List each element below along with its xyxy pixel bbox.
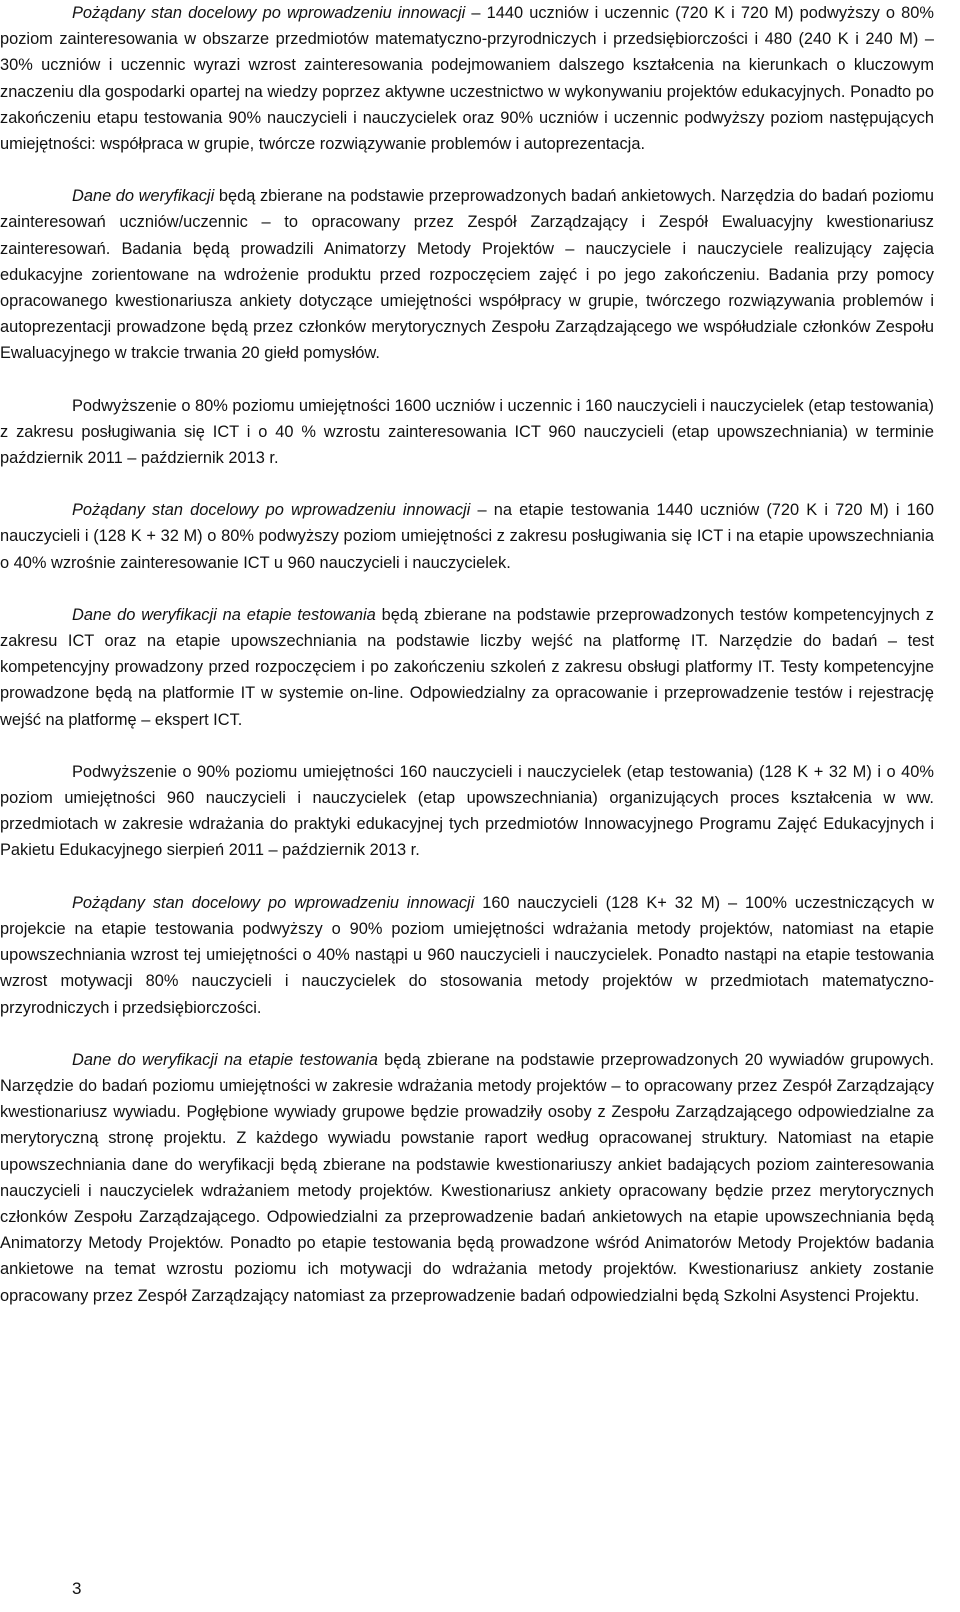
paragraph-text: Podwyższenie o 90% poziomu umiejętności 160 nauczycieli i nauczycielek (etap testowania) (128 K + 32 M) i o 40% poziom umiejętności 960 nauczycieli i nauczycielek (etap upowszechniania) organizujących proces kształcenia w ww. przedmiotach w zakresie wdrażania do praktyki edukacyjnej tych przedmiotów Innowacyjnego Programu Zajęć Edukacyjnych i Pakietu Edukacyjnego sierpień 2011 – październik 2013 r. xyxy=(0,762,934,860)
paragraph-text: będą zbierane na podstawie przeprowadzonych testów kompetencyjnych z zakresu ICT oraz na etapie upowszechniania na podstawie liczby wejść na platformę IT. Narzędzie do badań – test kompetencyjny prowadzony przed rozpoczęciem i po zakończeniu szkoleń z zakresu obsługi platformy IT. Testy kompetencyjne prowadzone będą na platformie IT w systemie on-line. Odpowiedzialny za opracowanie i przeprowadzenie testów i rejestrację wejść na platformę – ekspert ICT. xyxy=(0,605,934,729)
paragraph-lead: Pożądany stan docelowy po wprowadzeniu innowacji xyxy=(72,4,466,22)
paragraph-text: – na etapie testowania 1440 uczniów (720 K i 720 M) i 160 nauczycieli i (128 K + 32 M) o 80% podwyższy poziom umiejętności z zakresu posługiwania się ICT i na etapie upowszechniania o 40% wzrośnie zainteresowanie ICT u 960 nauczycieli i nauczycielek. xyxy=(0,501,934,572)
paragraph-text: będą zbierane na podstawie przeprowadzonych 20 wywiadów grupowych. Narzędzie do badań poziomu umiejętności w zakresie wdrażania metody projektów – to opracowany przez Zespół Zarządzający kwestionariusz wywiadu. Pogłębione wywiady grupowe będzie prowadziły osoby z Zespołu Zarządzającego odpowiedzialne za merytoryczną stronę projektu. Z każdego wywiadu powstanie raport według opracowanej struktury. Natomiast na etapie upowszechniania dane do weryfikacji będą zbierane na podstawie kwestionariuszy ankiet badających poziom zainteresowania nauczycieli i nauczycielek wdrażaniem metody projektów. Kwestionariusz ankiety opracowany będzie przez merytorycznych członków Zespołu Zarządzającego. Odpowiedzialni za przeprowadzenie badań ankietowych na etapie upowszechniania będą Animatorzy Metody Projektów. Ponadto po etapie testowania będą prowadzone wśród Animatorów Metody Projektów badania ankietowe na temat wzrostu poziomu ich motywacji do wdrażania metody projektów. Kwestionariusz ankiety zostanie opracowany przez Zespół Zarządzający natomiast za przeprowadzenie badań odpowiedzialni będą Szkolni Asystenci Projektu. xyxy=(0,1050,934,1305)
paragraph-lead: Pożądany stan docelowy po wprowadzeniu innowacji xyxy=(72,501,471,520)
paragraph-2 xyxy=(0,183,934,366)
paragraph-7 xyxy=(0,890,934,1021)
page-number: 3 xyxy=(72,1579,82,1598)
paragraph-lead: Pożądany stan docelowy po wprowadzeniu innowacji xyxy=(72,893,475,912)
paragraph-3 xyxy=(0,393,934,472)
paragraph-text: będą zbierane na podstawie przeprowadzonych badań ankietowych. Narzędzia do badań poziomu zainteresowań uczniów/uczennic – to opracowany przez Zespół Zarządzający i Zespół Ewaluacyjny kwestionariusz zainteresowań. Badania będą prowadzili Animatorzy Metody Projektów – nauczyciele i nauczyciele realizujący zajęcia edukacyjne zorientowane na wdrożenie produktu przed rozpoczęciem zajęć i po jego zakończeniu. Badania przy pomocy opracowanego kwestionariusza ankiety dotyczące umiejętności współpracy w grupie, twórczego rozwiązywania problemów i autoprezentacji prowadzone będą przez członków merytorycznych Zespołu Zarządzającego we współudziale członków Zespołu Ewaluacyjnego w trakcie trwania 20 giełd pomysłów. xyxy=(0,187,934,363)
paragraph-8 xyxy=(0,1047,934,1309)
paragraph-lead: Dane do weryfikacji xyxy=(72,187,215,206)
paragraph-1 xyxy=(0,0,934,157)
paragraph-6 xyxy=(0,759,934,864)
paragraph-text: Podwyższenie o 80% poziomu umiejętności 1600 uczniów i uczennic i 160 nauczycieli i nauczycielek (etap testowania) z zakresu posługiwania się ICT i o 40 % wzrostu zainteresowania ICT 960 nauczycieli (etap upowszechniania) w terminie październik 2011 – październik 2013 r. xyxy=(0,396,934,468)
paragraph-text: 160 nauczycieli (128 K+ 32 M) – 100% uczestniczących w projekcie na etapie testowania podwyższy o 90% poziom umiejętności wdrażania metody projektów, natomiast na etapie upowszechniania wzrost tej umiejętności o 40% nastąpi u 960 nauczycieli i nauczycielek. Ponadto nastąpi na etapie testowania wzrost motywacji 80% nauczycieli i nauczycielek do stosowania metody projektów w przedmiotach matematyczno-przyrodniczych i przedsiębiorczości. xyxy=(0,893,934,1017)
paragraph-text: – 1440 uczniów i uczennic (720 K i 720 M) podwyższy o 80% poziom zainteresowania w obszarze przedmiotów matematyczno-przyrodniczych i przedsiębiorczości i 480 (240 K i 240 M) – 30% uczniów i uczennic wyrazi wzrost zainteresowania podejmowaniem dalszego kształcenia na kierunkach o kluczowym znaczeniu dla gospodarki opartej na wiedzy poprzez aktywne uczestnictwo w wykonywaniu projektów edukacyjnych. Ponadto po zakończeniu etapu testowania 90% nauczycieli i nauczycielek oraz 90% uczniów i uczennic podwyższy poziom następujących umiejętności: współpraca w grupie, twórcze rozwiązywanie problemów i autoprezentacja. xyxy=(0,4,934,154)
paragraph-lead: Dane do weryfikacji na etapie testowania xyxy=(72,605,376,624)
paragraph-4 xyxy=(0,497,934,576)
paragraph-5 xyxy=(0,602,934,733)
paragraph-lead: Dane do weryfikacji na etapie testowania xyxy=(72,1050,378,1069)
